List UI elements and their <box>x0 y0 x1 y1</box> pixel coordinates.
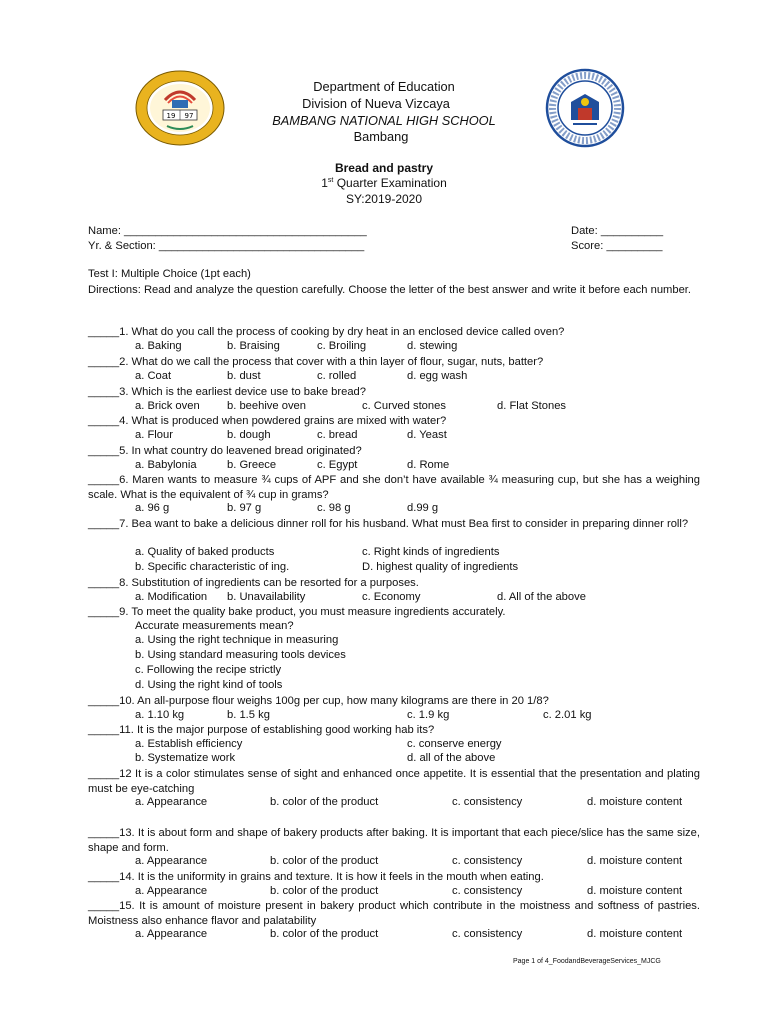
question-13-option: b. color of the product <box>270 855 379 868</box>
header-division: Division of Nueva Vizcaya <box>302 96 450 111</box>
test-title: Test I: Multiple Choice (1pt each) <box>88 268 251 280</box>
question-8-stem: _____8. Substitution of ingredients can be resorted for a purposes. <box>88 577 419 589</box>
question-14-option: a. Appearance <box>135 884 208 897</box>
question-12-option: a. Appearance <box>135 796 208 809</box>
question-8-option: a. Modification <box>135 590 208 603</box>
question-2-stem: _____2. What do we call the process that cover with a thin layer of flour, sugar, nuts, batter? <box>88 356 544 368</box>
question-2-option: d. egg wash <box>407 369 468 382</box>
question-10-option: b. 1.5 kg <box>227 708 270 721</box>
svg-text:19: 19 <box>166 112 176 120</box>
question-9-option: b. Using standard measuring tools devices <box>135 649 346 662</box>
question-4-stem: _____4. What is produced when powdered grains are mixed with water? <box>88 415 447 427</box>
svg-text:97: 97 <box>184 112 194 120</box>
question-9-option: d. Using the right kind of tools <box>135 678 283 691</box>
header-town: Bambang <box>353 129 409 144</box>
question-4-option: b. dough <box>227 428 271 441</box>
question-7-option: a. Quality of baked products <box>135 546 275 559</box>
exam-quarter: 1st Quarter Examination <box>321 176 447 190</box>
question-11-option: d. all of the above <box>407 752 496 765</box>
question-8-option: d. All of the above <box>497 590 586 603</box>
question-7-option: D. highest quality of ingredients <box>362 561 519 574</box>
page-footer: Page 1 of 4_FoodandBeverageServices_MJCG <box>513 958 661 965</box>
section-field[interactable]: Yr. & Section: _________________________________ <box>88 240 365 252</box>
question-1-option: b. Braising <box>227 339 280 352</box>
header-school: BAMBANG NATIONAL HIGH SCHOOL <box>272 113 496 128</box>
question-6-option: d.99 g <box>407 502 439 515</box>
question-5-option: d. Rome <box>407 458 450 471</box>
header-department: Department of Education <box>313 79 455 94</box>
question-13-option: a. Appearance <box>135 855 208 868</box>
question-14-stem: _____14. It is the uniformity in grains and texture. It is how it feels in the mouth when eating. <box>88 871 544 883</box>
question-12-option: b. color of the product <box>270 796 379 809</box>
test-directions: Directions: Read and analyze the question carefully. Choose the letter of the best answer and write it before each number. <box>88 284 692 296</box>
question-7-stem: _____7. Bea want to bake a delicious dinner roll for his husband. What must Bea first to consider in preparing dinner roll? <box>88 518 689 530</box>
question-11-stem: _____11. It is the major purpose of establishing good working hab its? <box>88 724 435 736</box>
question-3-option: c. Curved stones <box>362 399 446 412</box>
question-15-option: b. color of the product <box>270 928 379 941</box>
question-10-stem: _____10. An all-purpose flour weighs 100g per cup, how many kilograms are there in 20 1/8? <box>88 695 549 707</box>
question-14-option: d. moisture content <box>587 884 683 897</box>
question-5-stem: _____5. In what country do leavened bread originated? <box>88 445 362 457</box>
question-10-option: a. 1.10 kg <box>135 708 185 721</box>
question-9-option: a. Using the right technique in measuring <box>135 634 339 647</box>
question-2-option: a. Coat <box>135 369 172 382</box>
question-2-option: b. dust <box>227 369 261 382</box>
date-field[interactable]: Date: __________ <box>571 225 664 237</box>
question-11-option: a. Establish efficiency <box>135 737 243 750</box>
name-field[interactable]: Name: _______________________________________ <box>88 225 367 237</box>
question-8-option: c. Economy <box>362 590 421 603</box>
question-1-option: d. stewing <box>407 339 458 352</box>
question-12-option: c. consistency <box>452 796 523 809</box>
question-5-option: c. Egypt <box>317 458 358 471</box>
question-8-option: b. Unavailability <box>227 590 306 603</box>
question-3-stem: _____3. Which is the earliest device use to bake bread? <box>88 386 366 398</box>
question-6-stem: _____6. Maren wants to measure ¾ cups of APF and she don’t have available ¾ measuring cup, but she has a weighing scale. What is the equivalent of ¾ cup in grams? <box>88 474 700 501</box>
question-4-option: a. Flour <box>135 428 173 441</box>
question-12-stem: _____12 It is a color stimulates sense of sight and enhanced once appetite. It is essential that the presentation and plating must be eye-catching <box>88 768 700 795</box>
question-1-stem: _____1. What do you call the process of cooking by dry heat in an enclosed device called oven? <box>88 326 565 338</box>
score-field[interactable]: Score: _________ <box>571 240 663 252</box>
question-10-option: c. 1.9 kg <box>407 708 450 721</box>
question-15-option: d. moisture content <box>587 928 683 941</box>
question-4-option: d. Yeast <box>407 428 447 441</box>
question-15-stem: _____15. It is amount of moisture present in bakery product which contribute in the moistness and softness of pastries. Moistness also enhance flavor and palatability <box>88 900 700 927</box>
question-14-option: c. consistency <box>452 884 523 897</box>
question-9-option: c. Following the recipe strictly <box>135 663 282 676</box>
exam-title: Bread and pastry <box>334 161 434 175</box>
question-6-option: b. 97 g <box>227 502 262 515</box>
exam-school-year: SY:2019-2020 <box>345 192 423 206</box>
question-3-option: b. beehive oven <box>227 399 306 412</box>
question-11-option: c. conserve energy <box>407 737 502 750</box>
question-1-option: a. Baking <box>135 339 182 352</box>
question-13-option: c. consistency <box>452 855 523 868</box>
question-12-option: d. moisture content <box>587 796 683 809</box>
question-5-option: a. Babylonia <box>135 458 197 471</box>
question-11-option: b. Systematize work <box>135 752 236 765</box>
question-10-option: c. 2.01 kg <box>543 708 592 721</box>
question-9-subtext: Accurate measurements mean? <box>135 619 294 632</box>
question-13-stem: _____13. It is about form and shape of bakery products after baking. It is important that each piece/slice has the same size, shape and form. <box>88 827 700 854</box>
question-15-option: a. Appearance <box>135 928 208 941</box>
question-6-option: c. 98 g <box>317 502 351 515</box>
question-3-option: d. Flat Stones <box>497 399 567 412</box>
question-5-option: b. Greece <box>227 458 277 471</box>
question-6-option: a. 96 g <box>135 502 170 515</box>
question-7-option: b. Specific characteristic of ing. <box>135 561 290 574</box>
question-3-option: a. Brick oven <box>135 399 200 412</box>
question-7-option: c. Right kinds of ingredients <box>362 546 500 559</box>
question-15-option: c. consistency <box>452 928 523 941</box>
question-9-stem: _____9. To meet the quality bake product, you must measure ingredients accurately. <box>88 606 506 618</box>
question-1-option: c. Broiling <box>317 339 367 352</box>
question-4-option: c. bread <box>317 428 358 441</box>
question-13-option: d. moisture content <box>587 855 683 868</box>
question-14-option: b. color of the product <box>270 884 379 897</box>
question-2-option: c. rolled <box>317 369 357 382</box>
